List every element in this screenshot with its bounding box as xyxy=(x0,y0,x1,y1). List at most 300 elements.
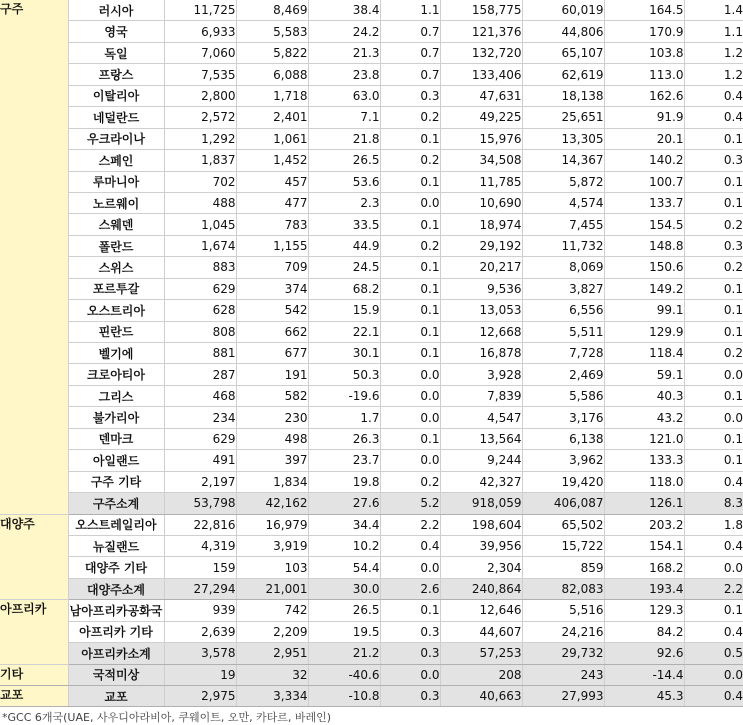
table-row xyxy=(0,128,743,149)
value-cell: 21,001 xyxy=(236,578,308,599)
subtotal-row xyxy=(0,493,743,514)
value-cell: 0.2 xyxy=(380,471,440,492)
value-cell: 287 xyxy=(164,364,236,385)
value-cell: 783 xyxy=(236,214,308,235)
value-cell: 628 xyxy=(164,300,236,321)
value-cell: 162.6 xyxy=(604,85,684,106)
value-cell: 702 xyxy=(164,171,236,192)
country-name: 포르투갈 xyxy=(68,278,164,299)
value-cell: 20.1 xyxy=(604,128,684,149)
value-cell: 11,785 xyxy=(440,171,522,192)
value-cell: 170.9 xyxy=(604,21,684,42)
value-cell: 0.2 xyxy=(380,235,440,256)
value-cell: 6,088 xyxy=(236,64,308,85)
value-cell: 243 xyxy=(522,664,604,685)
value-cell: 13,053 xyxy=(440,300,522,321)
value-cell: 198,604 xyxy=(440,514,522,535)
value-cell: 0.2 xyxy=(684,343,743,364)
value-cell: 121.0 xyxy=(604,428,684,449)
value-cell: 468 xyxy=(164,385,236,406)
value-cell: 1,155 xyxy=(236,235,308,256)
value-cell: 491 xyxy=(164,450,236,471)
value-cell: 2.6 xyxy=(380,578,440,599)
value-cell: 23.7 xyxy=(308,450,380,471)
value-cell: 1,834 xyxy=(236,471,308,492)
subtotal-row xyxy=(0,664,743,685)
value-cell: 1.1 xyxy=(684,21,743,42)
value-cell: 5,872 xyxy=(522,171,604,192)
value-cell: 6,933 xyxy=(164,21,236,42)
value-cell: 19.5 xyxy=(308,621,380,642)
value-cell: 0.1 xyxy=(684,300,743,321)
table-row xyxy=(0,343,743,364)
country-name: 구주 기타 xyxy=(68,471,164,492)
value-cell: 477 xyxy=(236,192,308,213)
country-name: 루마니아 xyxy=(68,171,164,192)
value-cell: 0.7 xyxy=(380,21,440,42)
value-cell: 168.2 xyxy=(604,557,684,578)
table-row xyxy=(0,85,743,106)
value-cell: 0.2 xyxy=(684,257,743,278)
value-cell: 5,516 xyxy=(522,600,604,621)
value-cell: 118.0 xyxy=(604,471,684,492)
table-row xyxy=(0,64,743,85)
value-cell: 0.1 xyxy=(380,214,440,235)
value-cell: 0.1 xyxy=(684,385,743,406)
country-name: 뉴질랜드 xyxy=(68,535,164,556)
value-cell: 234 xyxy=(164,407,236,428)
value-cell: 208 xyxy=(440,664,522,685)
table-row xyxy=(0,407,743,428)
value-cell: 4,547 xyxy=(440,407,522,428)
country-name: 아일랜드 xyxy=(68,450,164,471)
table-row xyxy=(0,0,743,21)
value-cell: 43.2 xyxy=(604,407,684,428)
value-cell: 7,839 xyxy=(440,385,522,406)
country-name: 오스트레일리아 xyxy=(68,514,164,535)
value-cell: 1.2 xyxy=(684,64,743,85)
value-cell: 0.3 xyxy=(684,235,743,256)
value-cell: 240,864 xyxy=(440,578,522,599)
value-cell: 2,209 xyxy=(236,621,308,642)
value-cell: 132,720 xyxy=(440,42,522,63)
value-cell: 0.0 xyxy=(380,192,440,213)
value-cell: 0.4 xyxy=(684,621,743,642)
value-cell: 103 xyxy=(236,557,308,578)
value-cell: 27.6 xyxy=(308,493,380,514)
value-cell: 0.3 xyxy=(380,621,440,642)
value-cell: 1,061 xyxy=(236,128,308,149)
value-cell: 65,502 xyxy=(522,514,604,535)
value-cell: 709 xyxy=(236,257,308,278)
value-cell: 1.8 xyxy=(684,514,743,535)
value-cell: 0.0 xyxy=(380,557,440,578)
region-label: 대양주 xyxy=(0,514,68,600)
value-cell: 12,646 xyxy=(440,600,522,621)
value-cell: 129.3 xyxy=(604,600,684,621)
value-cell: 0.0 xyxy=(380,450,440,471)
value-cell: 158,775 xyxy=(440,0,522,21)
table-row xyxy=(0,257,743,278)
value-cell: 39,956 xyxy=(440,535,522,556)
value-cell: 0.2 xyxy=(380,107,440,128)
value-cell: 0.3 xyxy=(380,643,440,664)
value-cell: 40,663 xyxy=(440,686,522,707)
value-cell: 2,401 xyxy=(236,107,308,128)
table-row xyxy=(0,535,743,556)
value-cell: 5,511 xyxy=(522,321,604,342)
table-row xyxy=(0,21,743,42)
value-cell: 44.9 xyxy=(308,235,380,256)
value-cell: 68.2 xyxy=(308,278,380,299)
value-cell: 19.8 xyxy=(308,471,380,492)
value-cell: 4,319 xyxy=(164,535,236,556)
value-cell: 24,216 xyxy=(522,621,604,642)
value-cell: 159 xyxy=(164,557,236,578)
value-cell: 2.2 xyxy=(380,514,440,535)
value-cell: 939 xyxy=(164,600,236,621)
table-row xyxy=(0,428,743,449)
country-name: 스웨덴 xyxy=(68,214,164,235)
value-cell: 91.9 xyxy=(604,107,684,128)
value-cell: 42,327 xyxy=(440,471,522,492)
value-cell: 126.1 xyxy=(604,493,684,514)
country-name: 국적미상 xyxy=(68,664,164,685)
value-cell: 0.1 xyxy=(684,278,743,299)
value-cell: 19 xyxy=(164,664,236,685)
country-name: 네덜란드 xyxy=(68,107,164,128)
value-cell: 10,690 xyxy=(440,192,522,213)
value-cell: 1.2 xyxy=(684,42,743,63)
table-row xyxy=(0,150,743,171)
value-cell: 2,800 xyxy=(164,85,236,106)
value-cell: 11,725 xyxy=(164,0,236,21)
subtotal-row xyxy=(0,578,743,599)
value-cell: 103.8 xyxy=(604,42,684,63)
value-cell: 53.6 xyxy=(308,171,380,192)
value-cell: 15,976 xyxy=(440,128,522,149)
value-cell: 1,045 xyxy=(164,214,236,235)
value-cell: 0.1 xyxy=(380,600,440,621)
value-cell: 18,974 xyxy=(440,214,522,235)
value-cell: 24.2 xyxy=(308,21,380,42)
value-cell: 57,253 xyxy=(440,643,522,664)
value-cell: 0.2 xyxy=(684,214,743,235)
value-cell: 488 xyxy=(164,192,236,213)
table-row xyxy=(0,235,743,256)
country-name: 스페인 xyxy=(68,150,164,171)
value-cell: 2,572 xyxy=(164,107,236,128)
value-cell: 0.1 xyxy=(380,343,440,364)
value-cell: 4,574 xyxy=(522,192,604,213)
value-cell: 140.2 xyxy=(604,150,684,171)
value-cell: 1,674 xyxy=(164,235,236,256)
value-cell: 203.2 xyxy=(604,514,684,535)
value-cell: 9,244 xyxy=(440,450,522,471)
value-cell: -19.6 xyxy=(308,385,380,406)
value-cell: 53,798 xyxy=(164,493,236,514)
country-name: 프랑스 xyxy=(68,64,164,85)
country-name: 불가리아 xyxy=(68,407,164,428)
value-cell: 1,452 xyxy=(236,150,308,171)
value-cell: 62,619 xyxy=(522,64,604,85)
value-cell: 3,334 xyxy=(236,686,308,707)
value-cell: 13,564 xyxy=(440,428,522,449)
value-cell: 918,059 xyxy=(440,493,522,514)
value-cell: 582 xyxy=(236,385,308,406)
value-cell: 25,651 xyxy=(522,107,604,128)
value-cell: 1,718 xyxy=(236,85,308,106)
value-cell: 0.3 xyxy=(380,686,440,707)
country-name: 러시아 xyxy=(68,0,164,21)
value-cell: 397 xyxy=(236,450,308,471)
value-cell: 113.0 xyxy=(604,64,684,85)
footnote: *GCC 6개국(UAE, 사우디아라비아, 쿠웨이트, 오만, 카타르, 바레인) xyxy=(2,711,332,725)
country-name: 독일 xyxy=(68,42,164,63)
value-cell: 629 xyxy=(164,278,236,299)
table-row xyxy=(0,385,743,406)
value-cell: 0.1 xyxy=(684,128,743,149)
value-cell: -10.8 xyxy=(308,686,380,707)
subtotal-row xyxy=(0,686,743,707)
value-cell: 60,019 xyxy=(522,0,604,21)
value-cell: 5,822 xyxy=(236,42,308,63)
country-name: 크로아티아 xyxy=(68,364,164,385)
value-cell: 0.0 xyxy=(684,407,743,428)
table-row xyxy=(0,192,743,213)
value-cell: 54.4 xyxy=(308,557,380,578)
value-cell: 498 xyxy=(236,428,308,449)
value-cell: 34,508 xyxy=(440,150,522,171)
table-row xyxy=(0,450,743,471)
table-row xyxy=(0,621,743,642)
value-cell: 32 xyxy=(236,664,308,685)
value-cell: 19,420 xyxy=(522,471,604,492)
value-cell: 0.4 xyxy=(684,535,743,556)
value-cell: 1,837 xyxy=(164,150,236,171)
value-cell: 133.3 xyxy=(604,450,684,471)
value-cell: 26.5 xyxy=(308,150,380,171)
table-row xyxy=(0,600,743,621)
value-cell: 1,292 xyxy=(164,128,236,149)
table-row xyxy=(0,214,743,235)
value-cell: 859 xyxy=(522,557,604,578)
value-cell: 629 xyxy=(164,428,236,449)
value-cell: 24.5 xyxy=(308,257,380,278)
value-cell: 6,138 xyxy=(522,428,604,449)
country-name: 폴란드 xyxy=(68,235,164,256)
value-cell: 133.7 xyxy=(604,192,684,213)
value-cell: 0.0 xyxy=(380,664,440,685)
value-cell: 662 xyxy=(236,321,308,342)
value-cell: -40.6 xyxy=(308,664,380,685)
value-cell: 0.7 xyxy=(380,42,440,63)
value-cell: 2,469 xyxy=(522,364,604,385)
value-cell: 26.3 xyxy=(308,428,380,449)
value-cell: 15,722 xyxy=(522,535,604,556)
value-cell: 2.3 xyxy=(308,192,380,213)
table-row xyxy=(0,471,743,492)
value-cell: 3,919 xyxy=(236,535,308,556)
value-cell: 881 xyxy=(164,343,236,364)
value-cell: 457 xyxy=(236,171,308,192)
value-cell: 44,806 xyxy=(522,21,604,42)
value-cell: 8.3 xyxy=(684,493,743,514)
country-name: 아프리카소계 xyxy=(68,643,164,664)
value-cell: 406,087 xyxy=(522,493,604,514)
value-cell: 191 xyxy=(236,364,308,385)
value-cell: 542 xyxy=(236,300,308,321)
country-name: 대양주소계 xyxy=(68,578,164,599)
value-cell: 5,586 xyxy=(522,385,604,406)
value-cell: 0.1 xyxy=(380,300,440,321)
value-cell: 12,668 xyxy=(440,321,522,342)
country-name: 벨기에 xyxy=(68,343,164,364)
value-cell: 1.1 xyxy=(380,0,440,21)
value-cell: 20,217 xyxy=(440,257,522,278)
country-name: 노르웨이 xyxy=(68,192,164,213)
value-cell: 0.0 xyxy=(380,407,440,428)
value-cell: 30.1 xyxy=(308,343,380,364)
value-cell: 0.0 xyxy=(684,664,743,685)
value-cell: 23.8 xyxy=(308,64,380,85)
value-cell: 92.6 xyxy=(604,643,684,664)
country-name: 우크라이나 xyxy=(68,128,164,149)
value-cell: 3,578 xyxy=(164,643,236,664)
value-cell: 15.9 xyxy=(308,300,380,321)
value-cell: 0.0 xyxy=(684,557,743,578)
table-row xyxy=(0,42,743,63)
country-name: 영국 xyxy=(68,21,164,42)
value-cell: 0.0 xyxy=(380,364,440,385)
value-cell: 0.3 xyxy=(380,85,440,106)
value-cell: 2,197 xyxy=(164,471,236,492)
value-cell: 164.5 xyxy=(604,0,684,21)
region-label: 기타 xyxy=(0,664,68,685)
region-label: 구주 xyxy=(0,0,68,514)
value-cell: 7,728 xyxy=(522,343,604,364)
value-cell: 3,176 xyxy=(522,407,604,428)
value-cell: 0.0 xyxy=(380,385,440,406)
value-cell: 150.6 xyxy=(604,257,684,278)
value-cell: 0.1 xyxy=(380,128,440,149)
value-cell: 29,192 xyxy=(440,235,522,256)
value-cell: 82,083 xyxy=(522,578,604,599)
value-cell: 33.5 xyxy=(308,214,380,235)
value-cell: 118.4 xyxy=(604,343,684,364)
value-cell: 2,304 xyxy=(440,557,522,578)
value-cell: 21.8 xyxy=(308,128,380,149)
value-cell: 8,069 xyxy=(522,257,604,278)
value-cell: 0.0 xyxy=(684,364,743,385)
value-cell: 0.1 xyxy=(684,192,743,213)
region-label: 아프리카 xyxy=(0,600,68,664)
value-cell: 0.1 xyxy=(380,278,440,299)
value-cell: 677 xyxy=(236,343,308,364)
country-name: 그리스 xyxy=(68,385,164,406)
value-cell: 2,951 xyxy=(236,643,308,664)
value-cell: 230 xyxy=(236,407,308,428)
value-cell: 34.4 xyxy=(308,514,380,535)
value-cell: 0.1 xyxy=(684,171,743,192)
table-row xyxy=(0,557,743,578)
value-cell: 49,225 xyxy=(440,107,522,128)
value-cell: 21.2 xyxy=(308,643,380,664)
value-cell: 8,469 xyxy=(236,0,308,21)
country-name: 교포 xyxy=(68,686,164,707)
value-cell: 6,556 xyxy=(522,300,604,321)
value-cell: 0.1 xyxy=(380,428,440,449)
value-cell: 2,639 xyxy=(164,621,236,642)
value-cell: 0.1 xyxy=(684,450,743,471)
value-cell: 0.4 xyxy=(380,535,440,556)
value-cell: 0.1 xyxy=(684,321,743,342)
table-row xyxy=(0,171,743,192)
value-cell: 65,107 xyxy=(522,42,604,63)
value-cell: 27,993 xyxy=(522,686,604,707)
value-cell: 0.7 xyxy=(380,64,440,85)
value-cell: 0.4 xyxy=(684,686,743,707)
table-row xyxy=(0,364,743,385)
country-name: 남아프리카공화국 xyxy=(68,600,164,621)
value-cell: 42,162 xyxy=(236,493,308,514)
value-cell: 121,376 xyxy=(440,21,522,42)
value-cell: 0.1 xyxy=(380,321,440,342)
country-name: 스위스 xyxy=(68,257,164,278)
region-label: 교포 xyxy=(0,686,68,707)
value-cell: 5.2 xyxy=(380,493,440,514)
value-cell: 11,732 xyxy=(522,235,604,256)
value-cell: 374 xyxy=(236,278,308,299)
value-cell: -14.4 xyxy=(604,664,684,685)
value-cell: 7,060 xyxy=(164,42,236,63)
value-cell: 0.4 xyxy=(684,85,743,106)
subtotal-row xyxy=(0,643,743,664)
value-cell: 149.2 xyxy=(604,278,684,299)
country-name: 오스트리아 xyxy=(68,300,164,321)
value-cell: 63.0 xyxy=(308,85,380,106)
value-cell: 5,583 xyxy=(236,21,308,42)
table-row xyxy=(0,300,743,321)
value-cell: 13,305 xyxy=(522,128,604,149)
value-cell: 26.5 xyxy=(308,600,380,621)
value-cell: 7.1 xyxy=(308,107,380,128)
value-cell: 2,975 xyxy=(164,686,236,707)
value-cell: 84.2 xyxy=(604,621,684,642)
value-cell: 0.4 xyxy=(684,471,743,492)
value-cell: 742 xyxy=(236,600,308,621)
value-cell: 0.1 xyxy=(380,257,440,278)
value-cell: 3,928 xyxy=(440,364,522,385)
table-row xyxy=(0,107,743,128)
value-cell: 27,294 xyxy=(164,578,236,599)
value-cell: 1.7 xyxy=(308,407,380,428)
value-cell: 45.3 xyxy=(604,686,684,707)
value-cell: 47,631 xyxy=(440,85,522,106)
country-name: 덴마크 xyxy=(68,428,164,449)
value-cell: 29,732 xyxy=(522,643,604,664)
country-name: 대양주 기타 xyxy=(68,557,164,578)
value-cell: 154.1 xyxy=(604,535,684,556)
table-row xyxy=(0,278,743,299)
value-cell: 40.3 xyxy=(604,385,684,406)
value-cell: 0.2 xyxy=(380,150,440,171)
value-cell: 148.8 xyxy=(604,235,684,256)
value-cell: 0.1 xyxy=(684,600,743,621)
value-cell: 10.2 xyxy=(308,535,380,556)
value-cell: 133,406 xyxy=(440,64,522,85)
value-cell: 7,455 xyxy=(522,214,604,235)
